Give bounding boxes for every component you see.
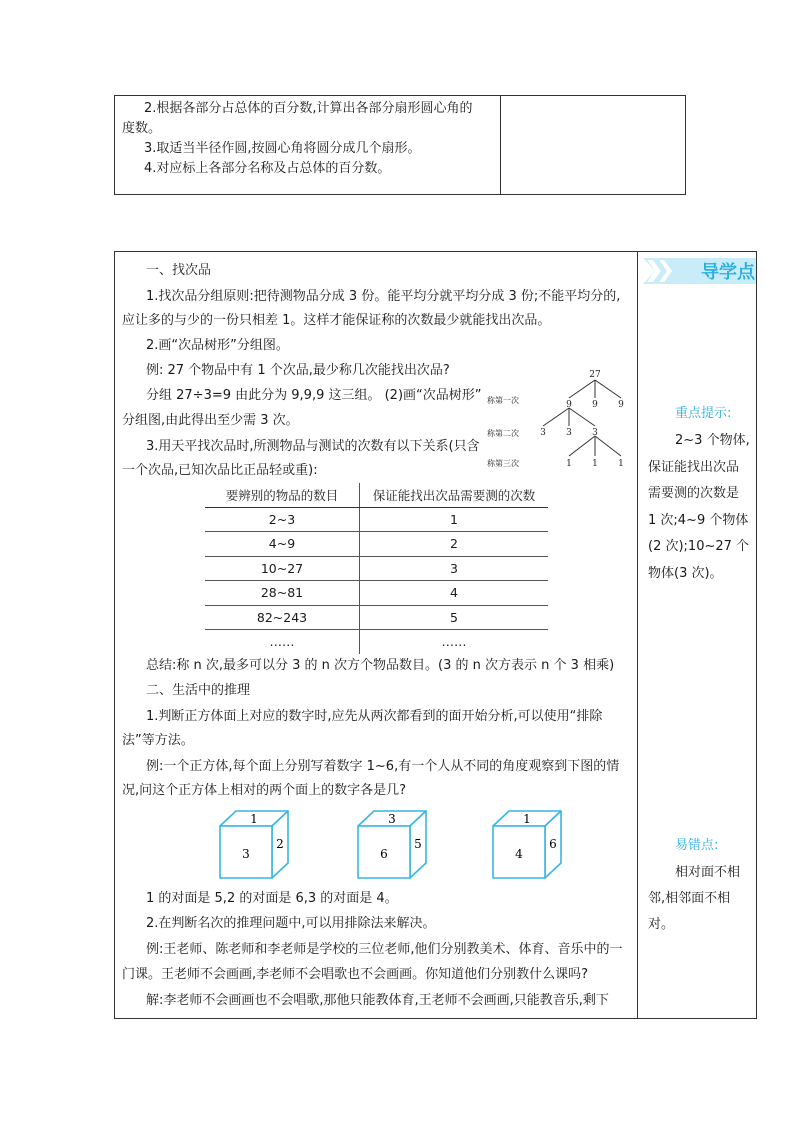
tree-node: 9 (592, 400, 598, 410)
table-cell: 28~81 (205, 581, 360, 606)
tree-node: 9 (566, 400, 572, 410)
tree-level-label: 称第二次 (487, 429, 519, 438)
cube-top-number: 1 (250, 812, 258, 826)
table-cell: 1 (360, 507, 549, 532)
summary: 总结:称 n 次,最多可以分 3 的 n 次方个物品数目。(3 的 n 次方表示 n 个 3 相乘) (146, 658, 615, 673)
example-3a: 例:王老师、陈老师和李老师是学校的三位老师,他们分别教美术、体育、音乐中的一 (146, 942, 623, 957)
answer-2: 1 的对面是 5,2 的对面是 6,3 的对面是 4。 (146, 891, 398, 906)
para-3a: 3.用天平找次品时,所测物品与测试的次数有以下关系(只含 (146, 439, 480, 454)
table-cell: …… (441, 634, 467, 650)
para-3b: 一个次品,已知次品比正品轻或重): (122, 463, 318, 478)
tip1-title: 重点提示: (675, 406, 732, 421)
top-line-4: 4.对应标上各部分名称及占总体的百分数。 (144, 161, 391, 176)
tree-node: 1 (618, 459, 624, 469)
weighing-table (205, 483, 548, 654)
table-row (205, 630, 548, 654)
tree-node: 3 (566, 428, 572, 438)
tip1-line: 2~3 个物体, (675, 433, 750, 448)
tree-node: 27 (589, 370, 601, 380)
tree-node: 1 (592, 459, 598, 469)
cube-front-number: 4 (515, 847, 523, 861)
example-2a: 例:一个正方体,每个面上分别写着数字 1~6,有一个人从不同的角度观察到下图的情 (146, 759, 620, 774)
cube-front-number: 6 (380, 847, 388, 861)
table-cell: 2~3 (205, 507, 360, 532)
table-row (205, 581, 548, 606)
tip2-title: 易错点: (675, 838, 719, 853)
table-row (205, 507, 548, 532)
table-cell: …… (205, 630, 360, 654)
guide-header-banner (641, 256, 756, 286)
defect-tree-diagram (485, 360, 635, 475)
cube-view-2 (356, 808, 431, 880)
cube-top-number: 3 (388, 812, 396, 826)
table-cell: 10~27 (205, 556, 360, 581)
table-cell: 5 (360, 605, 549, 630)
section2-title: 二、生活中的推理 (146, 683, 251, 698)
cube-side-number: 5 (414, 837, 422, 851)
table-header: 要辨别的物品的数目 (205, 483, 360, 507)
table-row (205, 556, 548, 581)
tip2-line: 邻,相邻面不相 (648, 891, 731, 906)
table-cell: 3 (360, 556, 549, 581)
tree-node: 1 (566, 459, 572, 469)
table-cell: 4~9 (205, 532, 360, 557)
table-cell: 82~243 (205, 605, 360, 630)
solution: 解:李老师不会画画也不会唱歌,那他只能教体育,王老师不会画画,只能教音乐,剩下 (146, 993, 609, 1008)
example-2b: 况,问这个正方体上相对的两个面上的数字各是几? (122, 783, 407, 798)
example-3b: 门课。王老师不会画画,李老师不会唱歌也不会画画。你知道他们分别教什么课吗? (122, 967, 589, 982)
table-header: 保证能找出次品需要测的次数 (360, 483, 549, 507)
cube-view-3 (491, 808, 566, 880)
tip1-line: 需要测的次数是 (648, 486, 740, 501)
tree-level-label: 称第一次 (487, 396, 519, 405)
tree-node: 3 (540, 428, 546, 438)
para-1a: 1.找次品分组原则:把待测物品分成 3 份。能平均分就平均分成 3 份;不能平均分的, (146, 289, 621, 304)
tree-level-label: 称第三次 (487, 459, 519, 468)
para-5: 2.在判断名次的推理问题中,可以用排除法来解决。 (146, 916, 436, 931)
example-1-answer-a: 分组 27÷3=9 由此分为 9,9,9 这三组。 (2)画“次品树形” (146, 388, 482, 403)
cube-front-number: 3 (242, 847, 250, 861)
tip2-line: 相对面不相 (675, 865, 741, 880)
tip1-line: 物体(3 次)。 (648, 565, 723, 581)
cube-side-number: 6 (549, 837, 557, 851)
para-4b: 法”等方法。 (122, 733, 194, 748)
table-row (205, 605, 548, 630)
tree-node: 3 (592, 428, 598, 438)
tip1-line: (2 次);10~27 个 (648, 539, 750, 554)
tip2-line: 对。 (648, 917, 675, 932)
section1-title: 一、找次品 (146, 263, 212, 278)
table-cell: 2 (360, 532, 549, 557)
cube-side-number: 2 (276, 837, 284, 851)
tip1-line: 保证能找出次品 (648, 459, 740, 475)
cube-top-number: 1 (523, 812, 531, 826)
tree-node: 9 (618, 400, 624, 410)
para-2: 2.画“次品树形”分组图。 (146, 338, 289, 353)
table-cell: 4 (360, 581, 549, 606)
example-1-answer-b: 分组图,由此得出至少需 3 次。 (122, 413, 299, 428)
guide-header-text: 导学点 (701, 262, 755, 283)
para-4a: 1.判断正方体面上对应的数字时,应先从两次都看到的面开始分析,可以使用“排除 (146, 709, 603, 724)
para-1b: 应让多的与少的一份只相差 1。这样才能保证称的次数最少就能找出次品。 (122, 313, 551, 328)
top-line-2: 度数。 (122, 121, 162, 136)
cube-view-1 (218, 808, 293, 880)
example-1: 例: 27 个物品中有 1 个次品,最少称几次能找出次品? (146, 363, 450, 378)
table-row (205, 532, 548, 557)
top-line-1: 2.根据各部分占总体的百分数,计算出各部分扇形圆心角的 (144, 101, 473, 116)
tip1-line: 1 次;4~9 个物体 (648, 512, 749, 528)
top-line-3: 3.取适当半径作圆,按圆心角将圆分成几个扇形。 (144, 141, 421, 156)
